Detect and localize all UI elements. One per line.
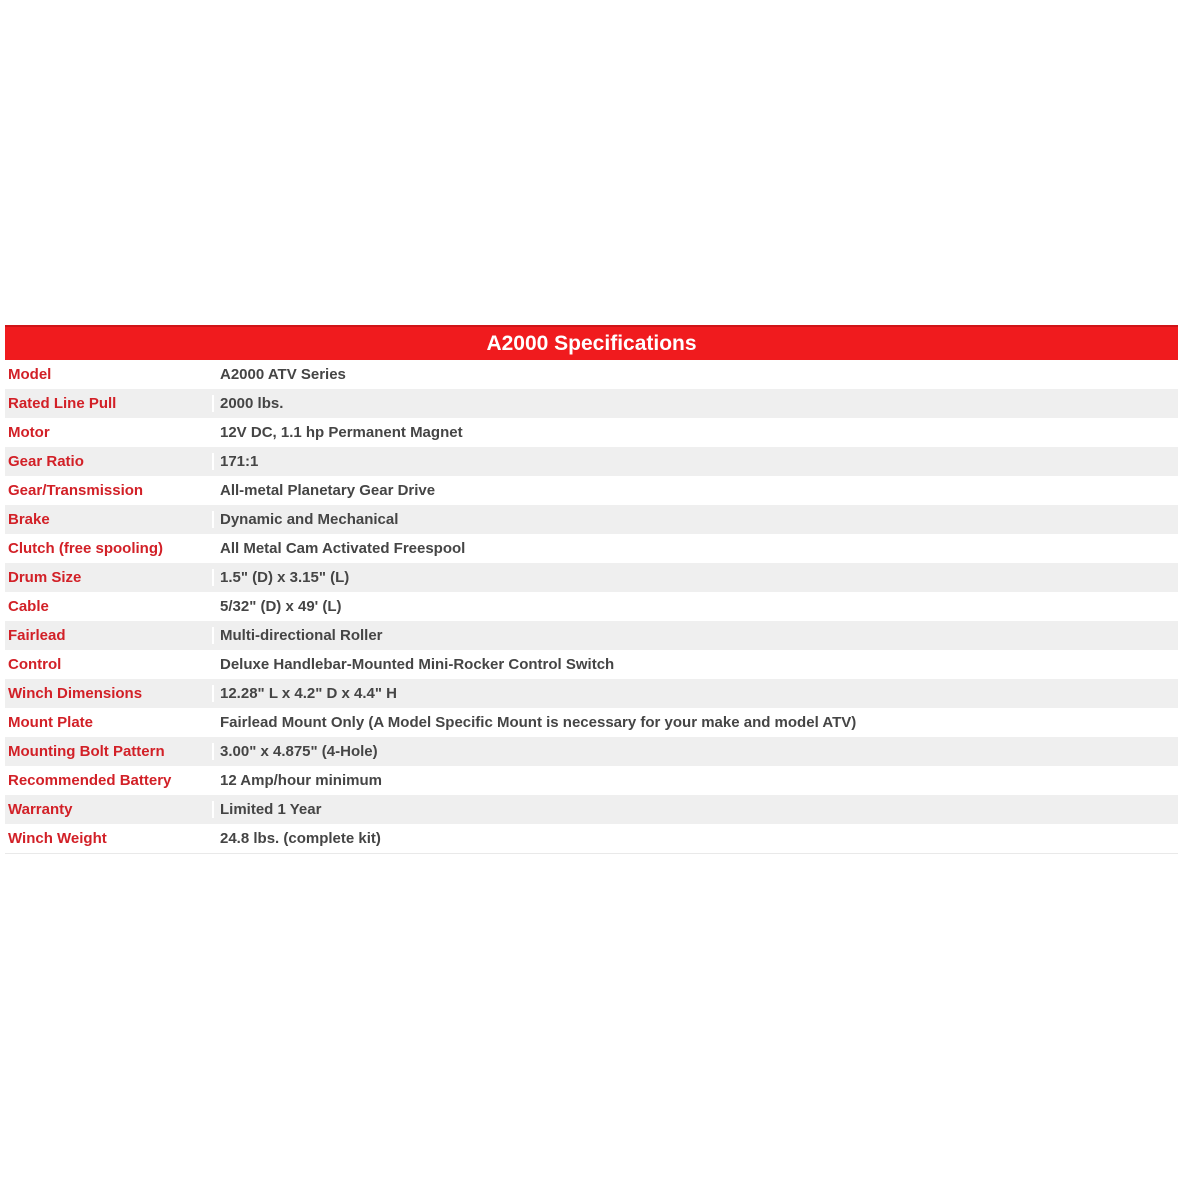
spec-value: Dynamic and Mechanical [220,511,399,528]
spec-label: Mount Plate [5,714,214,731]
spec-value: Fairlead Mount Only (A Model Specific Mount is necessary for your make and model ATV) [220,714,857,731]
spec-value: All-metal Planetary Gear Drive [220,482,436,499]
spec-label: Gear/Transmission [5,482,214,499]
spec-label: Clutch (free spooling) [5,540,214,557]
spec-value: Deluxe Handlebar-Mounted Mini-Rocker Control Switch [220,656,615,673]
table-row [5,824,1178,853]
table-row [5,737,1178,766]
table-row [5,795,1178,824]
spec-value: 1.5" (D) x 3.15" (L) [220,569,350,586]
table-row [5,563,1178,592]
table-row [5,447,1178,476]
table-body [5,360,1178,854]
spec-label: Cable [5,598,214,615]
table-row [5,650,1178,679]
spec-label: Drum Size [5,569,214,586]
table-row [5,679,1178,708]
spec-label: Model [5,366,214,383]
spec-value: 12V DC, 1.1 hp Permanent Magnet [220,424,463,441]
spec-value: Limited 1 Year [220,801,322,818]
spec-value: All Metal Cam Activated Freespool [220,540,466,557]
spec-value: 171:1 [220,453,259,470]
spec-value: 12 Amp/hour minimum [220,772,382,789]
spec-label: Rated Line Pull [5,395,214,412]
spec-value: Multi-directional Roller [220,627,383,644]
table-row [5,476,1178,505]
table-row [5,766,1178,795]
table-row [5,621,1178,650]
table-row [5,708,1178,737]
spec-label: Recommended Battery [5,772,214,789]
spec-value: 12.28" L x 4.2" D x 4.4" H [220,685,397,702]
spec-label: Gear Ratio [5,453,214,470]
spec-label: Motor [5,424,214,441]
spec-label: Mounting Bolt Pattern [5,743,214,760]
table-row [5,360,1178,389]
table-title: A2000 Specifications [5,325,1178,360]
spec-label: Brake [5,511,214,528]
spec-value: A2000 ATV Series [220,366,346,383]
spec-value: 2000 lbs. [220,395,284,412]
table-row [5,534,1178,563]
spec-label: Control [5,656,214,673]
spec-label: Warranty [5,801,214,818]
spec-label: Winch Dimensions [5,685,214,702]
table-row [5,505,1178,534]
specifications-table [5,325,1178,854]
spec-value: 24.8 lbs. (complete kit) [220,830,381,847]
table-row [5,592,1178,621]
spec-value: 3.00" x 4.875" (4-Hole) [220,743,378,760]
spec-label: Winch Weight [5,830,214,847]
table-row [5,389,1178,418]
spec-label: Fairlead [5,627,214,644]
table-row [5,418,1178,447]
spec-value: 5/32" (D) x 49' (L) [220,598,342,615]
